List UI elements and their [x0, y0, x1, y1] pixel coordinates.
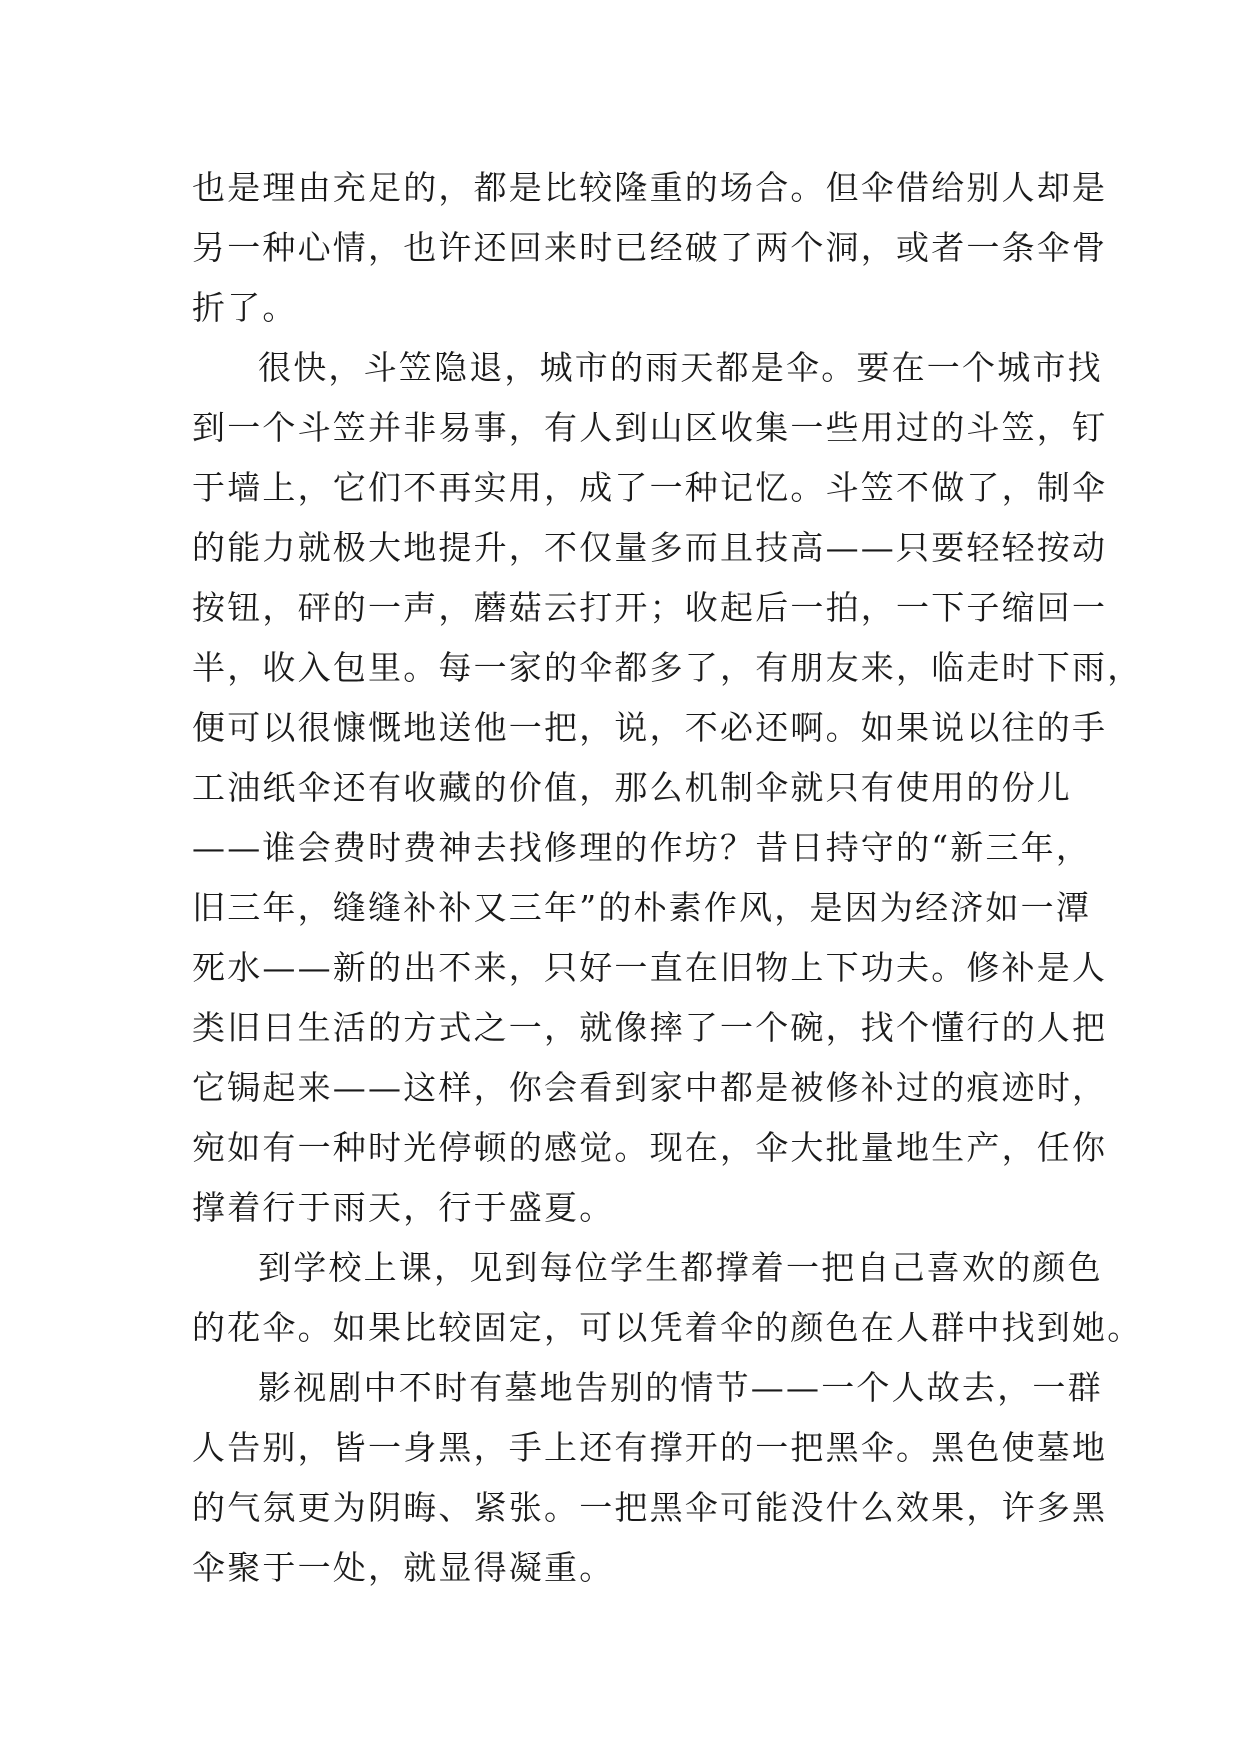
- text-line: ——谁会费时费神去找修理的作坊？昔日持守的“新三年，: [192, 828, 1092, 867]
- text-line: 的能力就极大地提升，不仅量多而且技高——只要轻轻按动: [192, 528, 1108, 567]
- document-page: [192, 158, 1143, 1598]
- text-line: 于墙上，它们不再实用，成了一种记忆。斗笠不做了，制伞: [192, 468, 1108, 507]
- text-line: 折了。: [192, 288, 298, 327]
- text-line: 人告别，皆一身黑，手上还有撑开的一把黑伞。黑色使墓地: [192, 1428, 1108, 1467]
- text-line: 到一个斗笠并非易事，有人到山区收集一些用过的斗笠，钉: [192, 408, 1108, 447]
- paragraph: [192, 338, 1143, 1238]
- text-line: 宛如有一种时光停顿的感觉。现在，伞大批量地生产，任你: [192, 1128, 1108, 1167]
- paragraph: [192, 1358, 1108, 1598]
- text-line: 的花伞。如果比较固定，可以凭着伞的颜色在人群中找到她。: [192, 1308, 1143, 1347]
- text-line: 半，收入包里。每一家的伞都多了，有朋友来，临走时下雨，: [192, 648, 1143, 687]
- text-line: 类旧日生活的方式之一，就像摔了一个碗，找个懂行的人把: [192, 1008, 1108, 1047]
- paragraph: [192, 158, 1108, 338]
- text-line: 死水——新的出不来，只好一直在旧物上下功夫。修补是人: [192, 948, 1108, 987]
- text-line: 到学校上课，见到每位学生都撑着一把自己喜欢的颜色: [258, 1248, 1103, 1287]
- text-line: 也是理由充足的，都是比较隆重的场合。但伞借给别人却是: [192, 168, 1108, 207]
- text-line: 伞聚于一处，就显得凝重。: [192, 1548, 615, 1587]
- text-line: 影视剧中不时有墓地告别的情节——一个人故去，一群: [258, 1368, 1103, 1407]
- paragraph: [192, 1238, 1143, 1358]
- text-line: 旧三年，缝缝补补又三年”的朴素作风，是因为经济如一潭: [192, 888, 1092, 927]
- text-line: 的气氛更为阴晦、紧张。一把黑伞可能没什么效果，许多黑: [192, 1488, 1108, 1527]
- text-line: 按钮，砰的一声，蘑菇云打开；收起后一拍，一下子缩回一: [192, 588, 1108, 627]
- text-line: 很快，斗笠隐退，城市的雨天都是伞。要在一个城市找: [258, 348, 1103, 387]
- text-line: 工油纸伞还有收藏的价值，那么机制伞就只有使用的份儿: [192, 768, 1072, 807]
- text-line: 撑着行于雨天，行于盛夏。: [192, 1188, 615, 1227]
- text-line: 便可以很慷慨地送他一把，说，不必还啊。如果说以往的手: [192, 708, 1108, 747]
- text-line: 它锔起来——这样，你会看到家中都是被修补过的痕迹时，: [192, 1068, 1108, 1107]
- text-line: 另一种心情，也许还回来时已经破了两个洞，或者一条伞骨: [192, 228, 1108, 267]
